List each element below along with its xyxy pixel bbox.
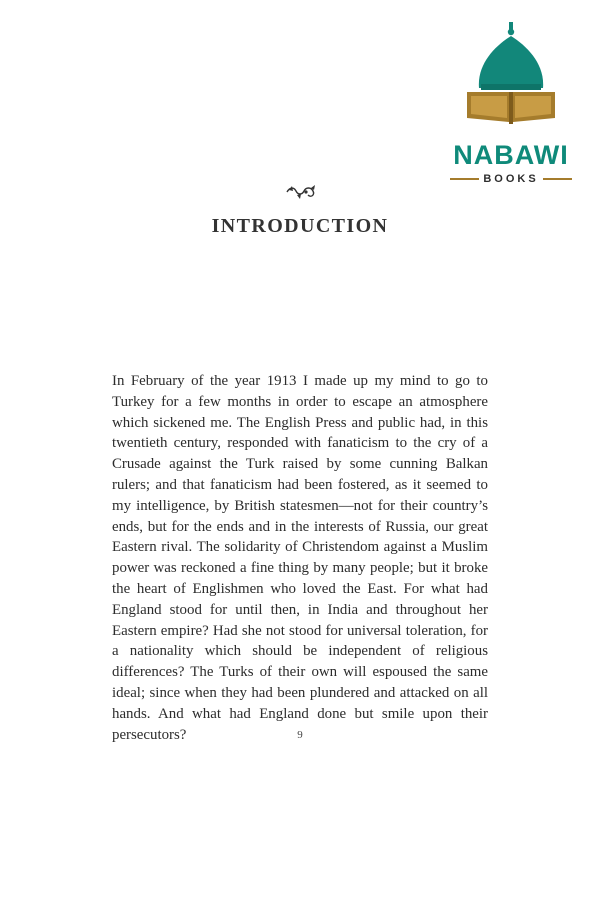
logo-divider-right [543, 178, 572, 180]
publisher-sub: BOOKS [483, 172, 539, 185]
chapter-title: INTRODUCTION [211, 215, 389, 237]
body-paragraph: In February of the year 1913 I made up my mind to go to Turkey for a few months in order to escape an atmosphere which sickened me. The English Press and public had, in this twentieth century, responded with fanaticism to the cry of a Crusade against the Turk raised by some cunning Balkan rulers; and that fanaticism had been fostered, as it seemed to my intelligence, by British statesmen—not for their country’s ends, but for the ends and in the interests of Russia, our great Eastern rival. The solidarity of Christendom against a Muslim power was reckoned a fine thing by many people; but it broke the heart of Englishmen who loved the East. For what had England stood for until then, in India and throughout her Eastern empire? Had she not stood for universal toleration, for a nationality which should be independent of religious differences? The Turks of their own will espoused the same ideal; since when they had been plundered and attacked on all hands. And what had England done but smile upon their persecutors? [112, 373, 488, 743]
publisher-name: NABAWI [453, 140, 569, 170]
logo-divider-left [450, 178, 479, 180]
floral-ornament-icon [284, 184, 318, 200]
page-number: 9 [297, 729, 303, 741]
publisher-logo [446, 22, 576, 185]
publisher-sub-row [450, 172, 572, 186]
dome-book-logo-icon [465, 22, 557, 126]
